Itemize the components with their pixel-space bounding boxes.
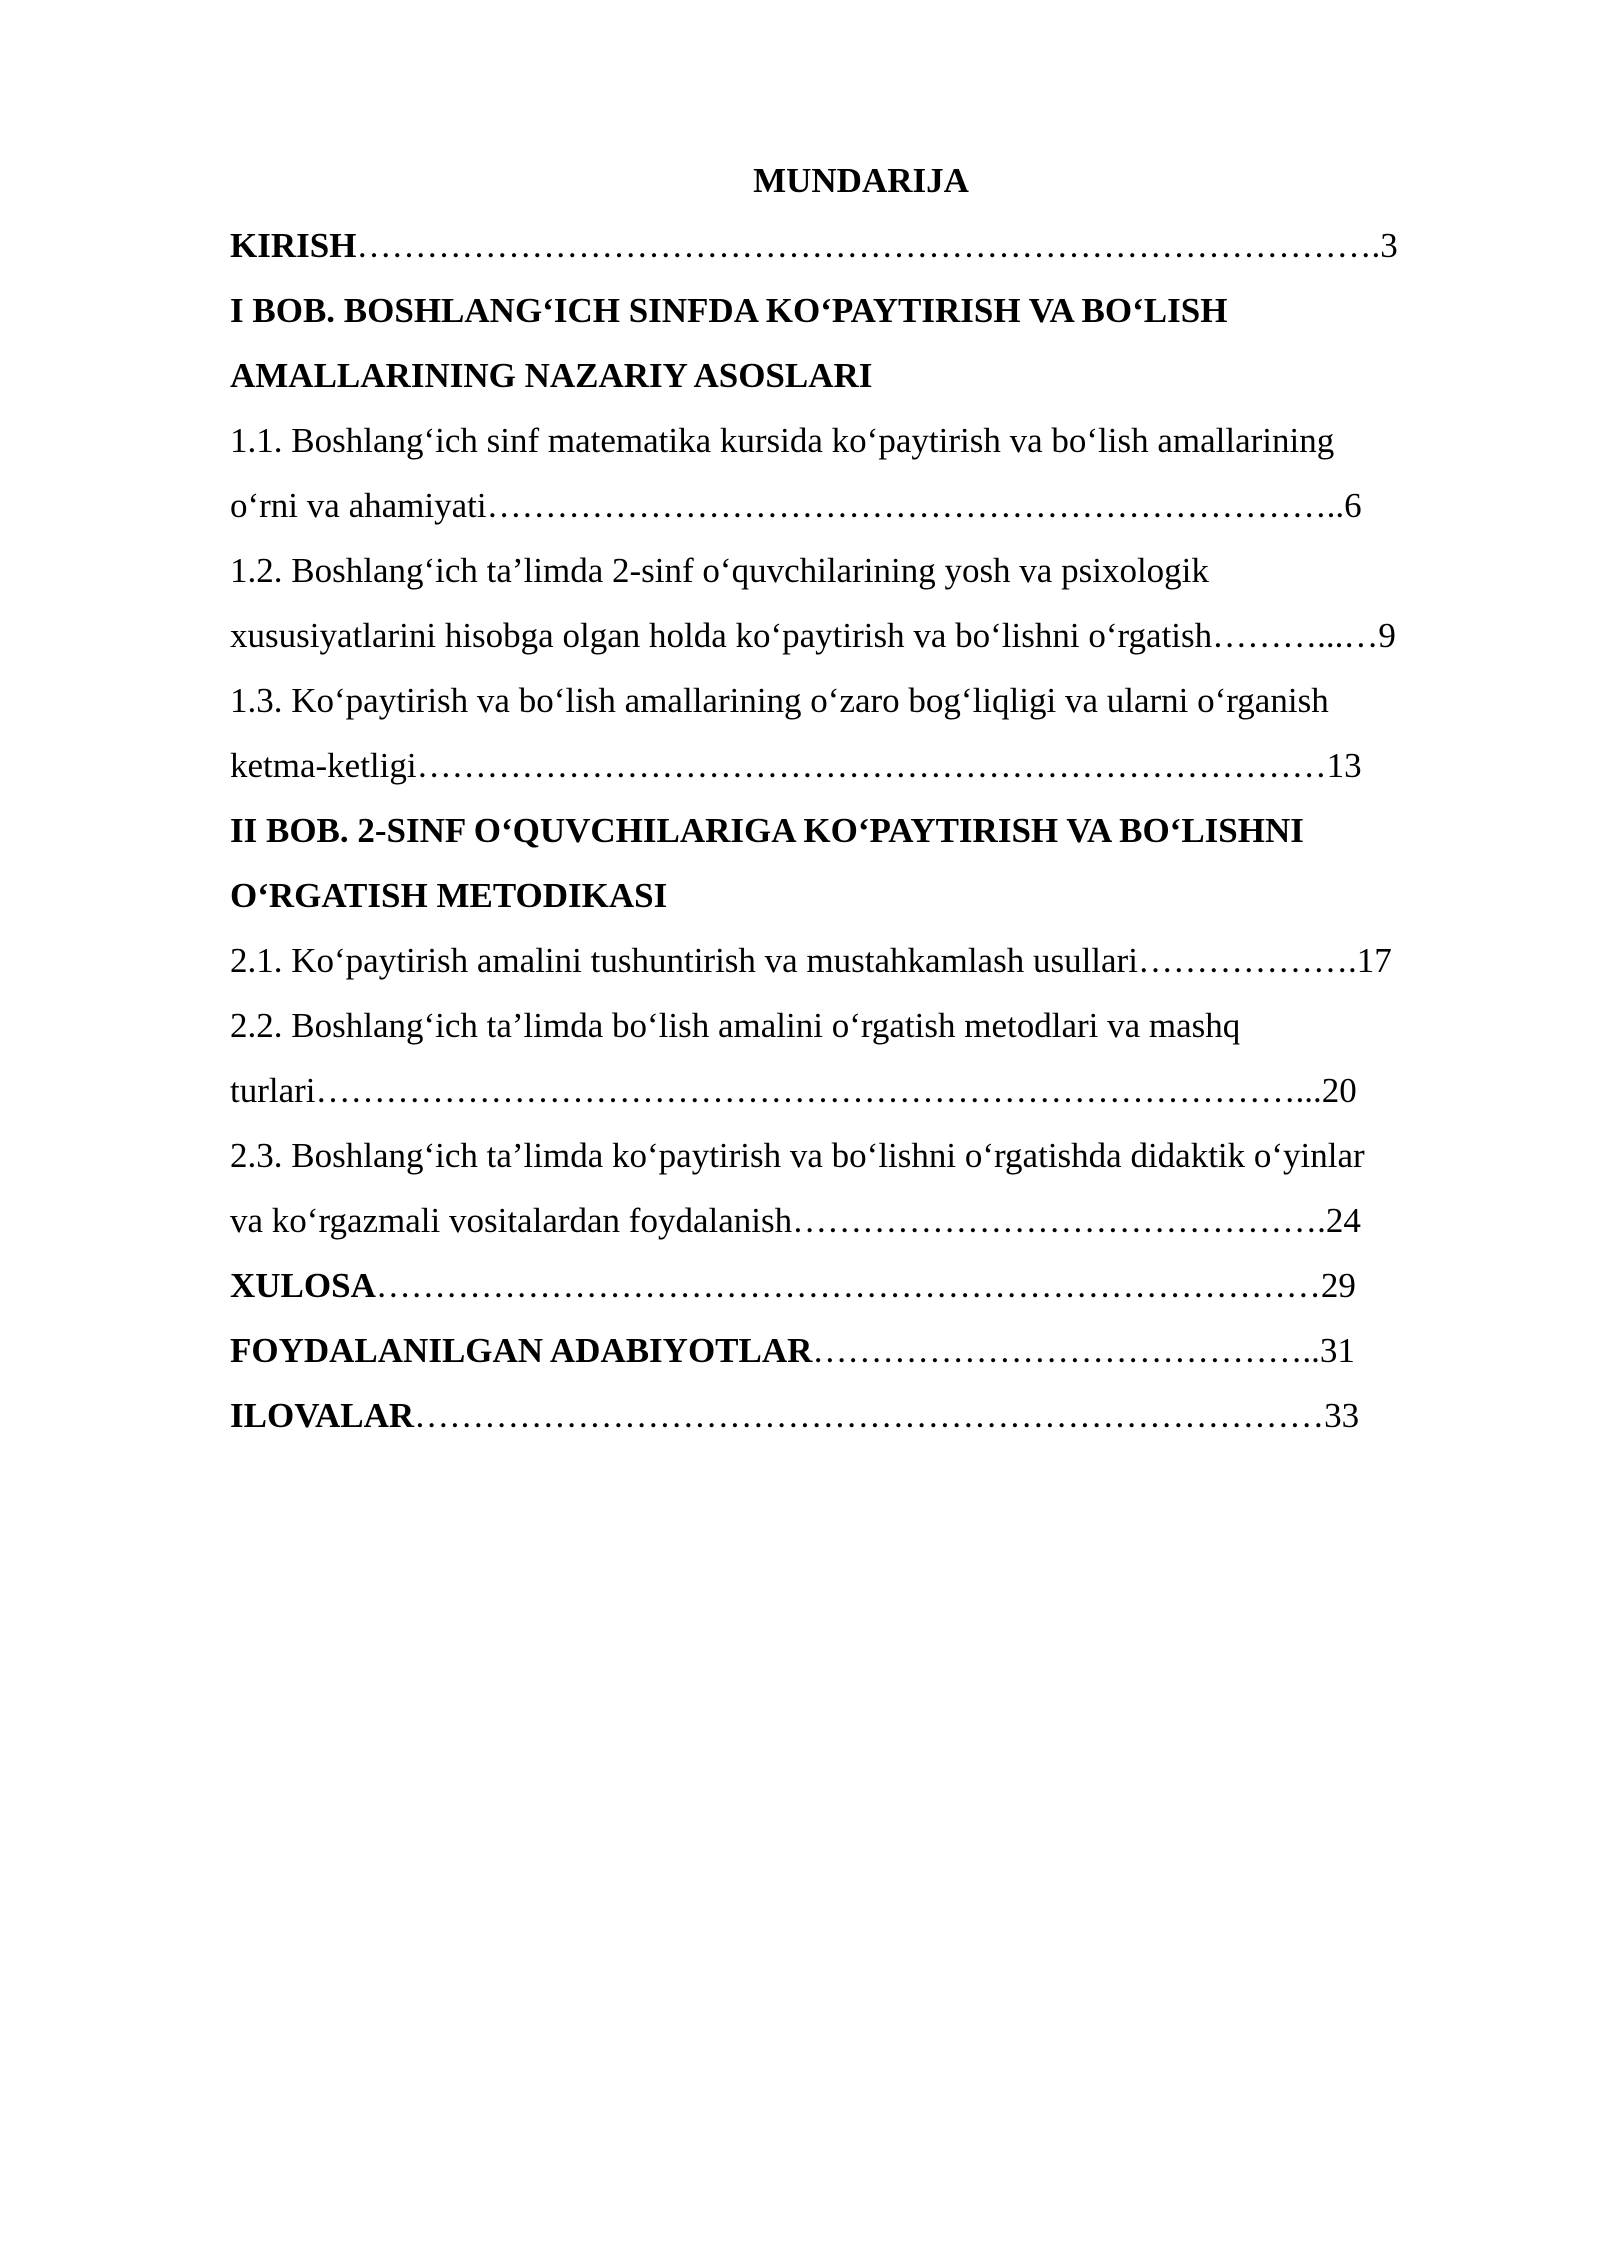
toc-section-1-3-line-1: [230, 668, 1492, 733]
toc-entry-leader: ……………………………………………………………………33: [414, 1396, 1360, 1435]
toc-section-2-3-line-1: [230, 1123, 1492, 1188]
toc-entry-text: ketma-ketligi: [230, 746, 417, 785]
toc-entry-leader: ……………………………………..31: [812, 1331, 1355, 1370]
toc-entry-text: turlari: [230, 1071, 316, 1110]
toc-entry-text: FOYDALANILGAN ADABIYOTLAR: [230, 1331, 813, 1370]
toc-entry-text: ILOVALAR: [230, 1396, 415, 1435]
toc-entry-leader: ……………….17: [1137, 941, 1392, 980]
toc-chapter-2-heading-line-1: [230, 798, 1492, 863]
toc-entry-text: O‘RGATISH METODIKASI: [230, 876, 668, 915]
toc-entry-kirish: [230, 213, 1492, 278]
toc-entry-text: XULOSA: [230, 1266, 376, 1305]
toc-chapter-2-heading-line-2: [230, 863, 1492, 928]
toc-entry-ilovalar: [230, 1383, 1492, 1448]
toc-entry-text: o‘rni va ahamiyati: [230, 486, 487, 525]
toc-entry-text: KIRISH: [230, 226, 357, 265]
toc-entry-text: 1.3. Ko‘paytirish va bo‘lish amallarining o‘zaro bog‘liqligi va ularni o‘rganish: [230, 681, 1329, 720]
toc-entry-text: 2.1. Ko‘paytirish amalini tushuntirish va mustahkamlash usullari: [230, 941, 1138, 980]
toc-entry-text: II BOB. 2-SINF O‘QUVCHILARIGA KO‘PAYTIRISH VA BO‘LISHNI: [230, 811, 1304, 850]
toc-section-2-2-line-1: [230, 993, 1492, 1058]
toc-section-2-3-line-2: [230, 1188, 1492, 1253]
table-of-contents: [230, 148, 1492, 1448]
toc-entry-xulosa: [230, 1253, 1492, 1318]
toc-entry-adabiyotlar: [230, 1318, 1492, 1383]
toc-chapter-1-heading-line-2: [230, 343, 1492, 408]
toc-entry-text: xususiyatlarini hisobga olgan holda ko‘paytirish va bo‘lishni o‘rgatish: [230, 616, 1213, 655]
toc-entry-leader: ………………………………………………………………………29: [375, 1266, 1356, 1305]
toc-entry-leader: ………...…9: [1212, 616, 1396, 655]
toc-entry-text: 1.1. Boshlang‘ich sinf matematika kursida ko‘paytirish va bo‘lish amallarining: [230, 421, 1335, 460]
toc-section-1-3-line-2: [230, 733, 1492, 798]
toc-section-2-1: [230, 928, 1492, 993]
toc-entry-text: va ko‘rgazmali vositalardan foydalanish: [230, 1201, 793, 1240]
toc-section-1-2-line-1: [230, 538, 1492, 603]
toc-entry-leader: …………………………………………………………………………...20: [315, 1071, 1357, 1110]
toc-chapter-1-heading-line-1: [230, 278, 1492, 343]
toc-section-1-2-line-2: [230, 603, 1492, 668]
toc-entry-leader: …………………………………………………………………………….3: [356, 226, 1398, 265]
toc-entry-text: 1.2. Boshlang‘ich ta’limda 2-sinf o‘quvchilarining yosh va psixologik: [230, 551, 1209, 590]
toc-entry-text: AMALLARINING NAZARIY ASOSLARI: [230, 356, 873, 395]
toc-section-2-2-line-2: [230, 1058, 1492, 1123]
toc-entry-text: 2.3. Boshlang‘ich ta’limda ko‘paytirish va bo‘lishni o‘rgatishda didaktik o‘yinlar: [230, 1136, 1365, 1175]
toc-entry-leader: ………………………………………………………………..6: [486, 486, 1362, 525]
toc-entry-text: I BOB. BOSHLANG‘ICH SINFDA KO‘PAYTIRISH VA BO‘LISH: [230, 291, 1228, 330]
toc-title: MUNDARIJA: [753, 161, 969, 200]
toc-entry-text: 2.2. Boshlang‘ich ta’limda bo‘lish amalini o‘rgatish metodlari va mashq: [230, 1006, 1241, 1045]
toc-entry-leader: ……………………………………………………………………13: [416, 746, 1362, 785]
toc-section-1-1-line-1: [230, 408, 1492, 473]
toc-entry-leader: ……………………………………….24: [792, 1201, 1361, 1240]
toc-section-1-1-line-2: [230, 473, 1492, 538]
